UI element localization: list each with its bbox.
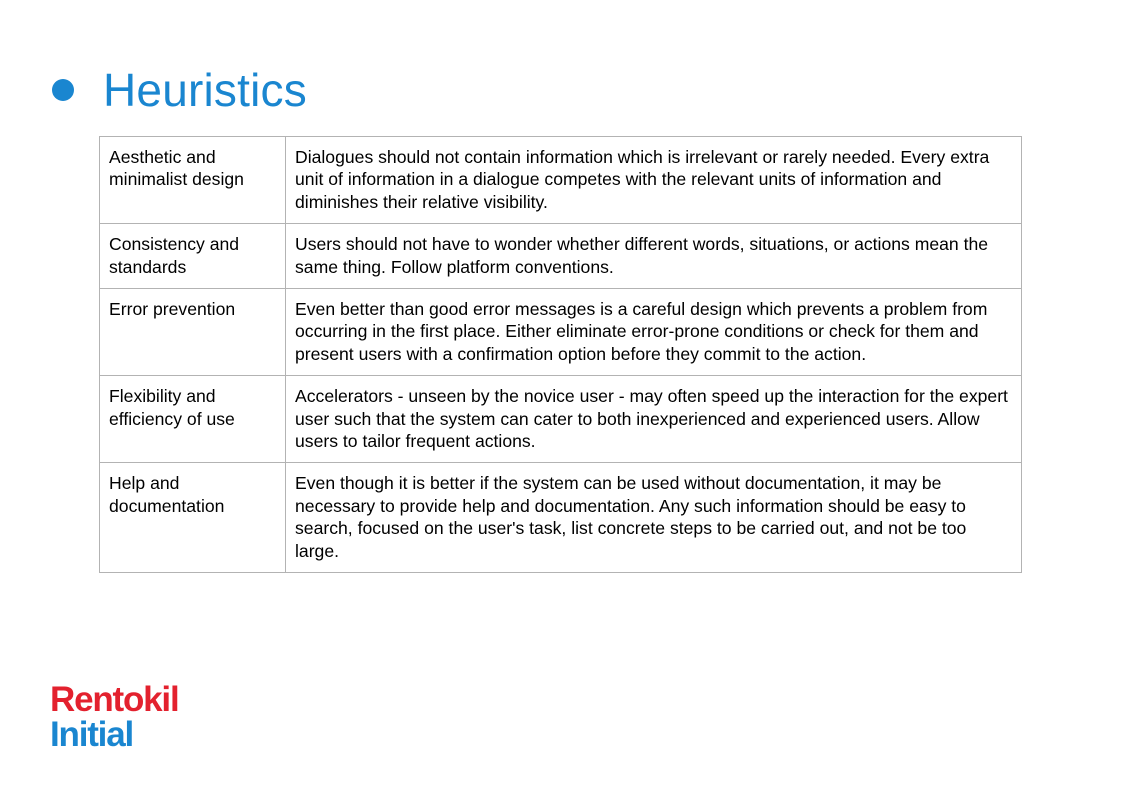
heuristic-name: Flexibility and efficiency of use [100,376,286,463]
table-row [100,289,1022,376]
rentokil-initial-logo [50,682,178,752]
table-row [100,224,1022,289]
table-row [100,463,1022,573]
bullet-icon [52,79,74,101]
heuristic-description: Users should not have to wonder whether different words, situations, or actions mean the same thing. Follow platform conventions. [286,224,1022,289]
heuristic-name: Aesthetic and minimalist design [100,137,286,224]
table-row [100,376,1022,463]
heuristic-description: Accelerators - unseen by the novice user - may often speed up the interaction for the expert user such that the system can cater to both inexperienced and experienced users. Allow users to tailor frequent actions. [286,376,1022,463]
heuristic-description: Even though it is better if the system can be used without documentation, it may be necessary to provide help and documentation. Any such information should be easy to search, focused on the user's task, list concrete steps to be carried out, and not be too large. [286,463,1022,573]
heuristic-name: Help and documentation [100,463,286,573]
slide-title: Heuristics [103,64,307,116]
slide-title-row [50,60,307,120]
heuristic-name: Consistency and standards [100,224,286,289]
heuristics-table [99,136,1022,573]
table-row [100,137,1022,224]
heuristic-name: Error prevention [100,289,286,376]
logo-line-initial: Initial [50,715,133,754]
heuristic-description: Dialogues should not contain information which is irrelevant or rarely needed. Every extra unit of information in a dialogue competes with the relevant units of information and diminishes their relative visibility. [286,137,1022,224]
logo-line-rentokil: Rentokil [50,680,179,719]
heuristic-description: Even better than good error messages is a careful design which prevents a problem from occurring in the first place. Either eliminate error-prone conditions or check for them and present users with a confirmation option before they commit to the action. [286,289,1022,376]
